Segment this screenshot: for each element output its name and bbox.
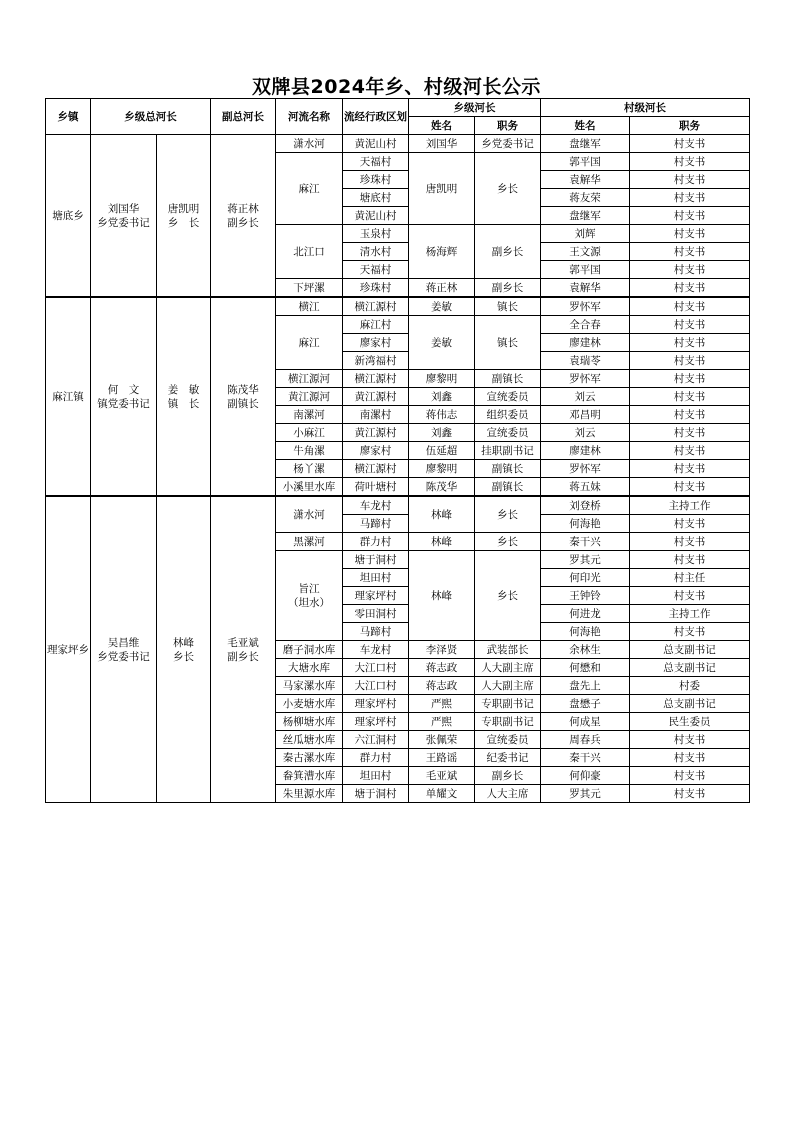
town-level-chief-position: 副镇长 <box>475 370 541 388</box>
river-name: 牛角漯 <box>293 444 325 457</box>
village-name: 珍珠村 <box>343 279 409 298</box>
town-chief-title: 乡党委书记 <box>97 650 150 663</box>
town-level-chief-position: 乡党委书记 <box>475 135 541 153</box>
village-name: 荷叶塘村 <box>343 478 409 497</box>
village-name: 大江口村 <box>343 677 409 695</box>
town-chief2-title: 镇 长 <box>167 397 200 410</box>
town-level-chief-name: 姜敏 <box>409 316 475 370</box>
town-level-chief-position: 纪委书记 <box>475 749 541 767</box>
deputy-chief-cell <box>211 297 276 496</box>
village-name: 大江口村 <box>343 659 409 677</box>
village-chief-name: 余林生 <box>541 641 630 659</box>
village-chief-name: 何印光 <box>541 569 630 587</box>
town-chief-name: 刘国华 <box>107 202 140 215</box>
village-chief-position: 村支书 <box>630 297 750 316</box>
river-name-cell <box>276 533 343 551</box>
village-name: 麻江村 <box>343 316 409 334</box>
deputy-chief-name: 蒋正林 <box>227 202 259 215</box>
town-chief-title: 乡党委书记 <box>97 216 150 229</box>
river-name-cell <box>276 767 343 785</box>
river-name: 南漯河 <box>293 408 325 421</box>
village-chief-name: 邓昌明 <box>541 406 630 424</box>
river-name: 秦古漯水库 <box>282 751 336 764</box>
page-title: 双牌县2024年乡、村级河长公示 <box>252 76 541 98</box>
town-level-chief-position: 专职副书记 <box>475 695 541 713</box>
village-chief-name: 罗其元 <box>541 785 630 803</box>
village-name: 黄泥山村 <box>343 135 409 153</box>
village-chief-position: 村支书 <box>630 424 750 442</box>
town-level-chief-name: 王路谣 <box>409 749 475 767</box>
town-level-chief-position: 宣统委员 <box>475 424 541 442</box>
town-chief2-title: 乡长 <box>173 650 194 663</box>
header-town-level: 乡级河长 <box>409 99 541 117</box>
header-name: 姓名 <box>541 117 630 135</box>
river-name: 小溪里水库 <box>282 480 336 493</box>
village-name: 车龙村 <box>343 641 409 659</box>
river-name-cell <box>276 478 343 497</box>
river-name-cell <box>276 695 343 713</box>
village-chief-position: 村支书 <box>630 749 750 767</box>
town-chief-title: 镇党委书记 <box>97 397 150 410</box>
village-chief-position: 村支书 <box>630 478 750 497</box>
village-chief-name: 罗怀军 <box>541 370 630 388</box>
village-name: 马蹄村 <box>343 515 409 533</box>
river-name-cell <box>276 370 343 388</box>
village-chief-position: 村支书 <box>630 551 750 569</box>
town-chief-cell <box>91 297 157 496</box>
town-chief2-cell <box>157 496 211 803</box>
header-river: 河流名称 <box>276 99 343 135</box>
river-name: （坦水） <box>288 596 330 609</box>
town-level-chief-name: 刘国华 <box>409 135 475 153</box>
village-chief-position: 村支书 <box>630 533 750 551</box>
village-chief-position: 村支书 <box>630 135 750 153</box>
village-chief-name: 何成星 <box>541 713 630 731</box>
town-chief-name: 吴昌维 <box>107 636 140 649</box>
village-chief-name: 盘懋子 <box>541 695 630 713</box>
town-name: 麻江镇 <box>46 297 91 496</box>
river-chief-table <box>45 98 750 803</box>
village-chief-name: 郭平国 <box>541 153 630 171</box>
town-level-chief-name: 唐凯明 <box>409 153 475 225</box>
deputy-chief-title: 副乡长 <box>227 216 259 229</box>
village-chief-name: 郭平国 <box>541 261 630 279</box>
table-row <box>46 297 750 316</box>
village-name: 清水村 <box>343 243 409 261</box>
village-chief-name: 王钟铃 <box>541 587 630 605</box>
village-chief-name: 刘云 <box>541 388 630 406</box>
village-name: 天福村 <box>343 153 409 171</box>
village-chief-position: 村支书 <box>630 153 750 171</box>
village-name: 南漯村 <box>343 406 409 424</box>
town-level-chief-position: 镇长 <box>475 297 541 316</box>
river-name-cell <box>276 785 343 803</box>
river-name-cell <box>276 551 343 641</box>
header-deputy-chief: 副总河长 <box>211 99 276 135</box>
town-level-chief-position: 副乡长 <box>475 225 541 279</box>
river-name: 黄江源河 <box>288 390 330 403</box>
village-name: 廖家村 <box>343 442 409 460</box>
river-name-cell <box>276 677 343 695</box>
town-level-chief-position: 副乡长 <box>475 279 541 298</box>
village-name: 天福村 <box>343 261 409 279</box>
town-level-chief-name: 陈茂华 <box>409 478 475 497</box>
village-chief-position: 村支书 <box>630 352 750 370</box>
town-level-chief-name: 严熙 <box>409 713 475 731</box>
town-level-chief-name: 李泽贤 <box>409 641 475 659</box>
town-level-chief-name: 林峰 <box>409 533 475 551</box>
river-name: 北江口 <box>293 245 325 258</box>
town-level-chief-name: 毛亚斌 <box>409 767 475 785</box>
village-chief-name: 袁解华 <box>541 279 630 298</box>
town-level-chief-name: 林峰 <box>409 551 475 641</box>
village-chief-name: 刘辉 <box>541 225 630 243</box>
header-village-admin: 流经行政区划 <box>343 99 409 135</box>
town-level-chief-name: 蒋志政 <box>409 677 475 695</box>
village-name: 黄泥山村 <box>343 207 409 225</box>
town-level-chief-position: 副镇长 <box>475 478 541 497</box>
town-level-chief-position: 人大主席 <box>475 785 541 803</box>
village-name: 群力村 <box>343 749 409 767</box>
river-name: 下坪漯 <box>293 281 325 294</box>
village-name: 黄江源村 <box>343 388 409 406</box>
village-chief-position: 民生委员 <box>630 713 750 731</box>
town-level-chief-name: 蒋伟志 <box>409 406 475 424</box>
river-name: 磨子洞水库 <box>282 643 336 656</box>
village-chief-position: 村支书 <box>630 279 750 298</box>
river-name: 马家漯水库 <box>282 679 336 692</box>
village-chief-position: 村委 <box>630 677 750 695</box>
village-chief-name: 王文源 <box>541 243 630 261</box>
village-chief-name: 秦干兴 <box>541 749 630 767</box>
village-chief-position: 村支书 <box>630 334 750 352</box>
town-level-chief-name: 杨海辉 <box>409 225 475 279</box>
river-name: 麻江 <box>298 336 320 349</box>
town-level-chief-name: 刘鑫 <box>409 388 475 406</box>
town-level-chief-name: 张佩荣 <box>409 731 475 749</box>
village-chief-name: 罗其元 <box>541 551 630 569</box>
town-level-chief-position: 副乡长 <box>475 767 541 785</box>
village-chief-position: 村支书 <box>630 189 750 207</box>
town-level-chief-position: 武装部长 <box>475 641 541 659</box>
village-name: 珍珠村 <box>343 171 409 189</box>
river-name: 小麦塘水库 <box>282 697 336 710</box>
river-name-cell <box>276 225 343 279</box>
town-level-chief-name: 廖黎明 <box>409 370 475 388</box>
town-level-chief-position: 副镇长 <box>475 460 541 478</box>
village-name: 塘底村 <box>343 189 409 207</box>
village-name: 新湾福村 <box>343 352 409 370</box>
village-name: 塘于洞村 <box>343 551 409 569</box>
deputy-chief-title: 副乡长 <box>227 650 259 663</box>
village-chief-name: 袁解华 <box>541 171 630 189</box>
village-name: 坦田村 <box>343 767 409 785</box>
village-name: 横江源村 <box>343 297 409 316</box>
river-name: 旨江 <box>298 582 320 595</box>
table-row <box>46 135 750 153</box>
village-chief-position: 村支书 <box>630 731 750 749</box>
village-name: 理家坪村 <box>343 713 409 731</box>
village-chief-name: 何进龙 <box>541 605 630 623</box>
river-name: 小麻江 <box>293 426 325 439</box>
town-level-chief-position: 乡长 <box>475 533 541 551</box>
town-chief-cell <box>91 135 157 298</box>
deputy-chief-name: 陈茂华 <box>227 383 259 396</box>
river-name: 潇水河 <box>293 137 325 150</box>
town-chief2-cell <box>157 297 211 496</box>
town-level-chief-position: 乡长 <box>475 496 541 533</box>
town-level-chief-name: 廖黎明 <box>409 460 475 478</box>
town-level-chief-position: 乡长 <box>475 153 541 225</box>
header-town-chief: 乡级总河长 <box>91 99 211 135</box>
village-chief-name: 蒋五妹 <box>541 478 630 497</box>
village-chief-position: 村支书 <box>630 171 750 189</box>
town-level-chief-name: 林峰 <box>409 496 475 533</box>
village-chief-position: 村支书 <box>630 370 750 388</box>
village-name: 车龙村 <box>343 496 409 515</box>
village-chief-name: 周春兵 <box>541 731 630 749</box>
village-name: 塘于洞村 <box>343 785 409 803</box>
river-name-cell <box>276 388 343 406</box>
village-chief-name: 何仰豪 <box>541 767 630 785</box>
village-chief-name: 何懋和 <box>541 659 630 677</box>
town-name: 塘底乡 <box>46 135 91 298</box>
village-name: 横江源村 <box>343 460 409 478</box>
river-name-cell <box>276 135 343 153</box>
village-chief-name: 罗怀军 <box>541 460 630 478</box>
river-name: 杨丫漯 <box>293 462 325 475</box>
village-chief-position: 村支书 <box>630 623 750 641</box>
village-chief-name: 廖建林 <box>541 442 630 460</box>
village-chief-name: 袁瑞苓 <box>541 352 630 370</box>
village-name: 玉泉村 <box>343 225 409 243</box>
river-name-cell <box>276 406 343 424</box>
village-chief-position: 村支书 <box>630 243 750 261</box>
village-chief-position: 村支书 <box>630 225 750 243</box>
village-chief-position: 村支书 <box>630 316 750 334</box>
town-level-chief-name: 单耀文 <box>409 785 475 803</box>
town-chief2-name: 唐凯明 <box>167 202 200 215</box>
river-name-cell <box>276 460 343 478</box>
header-town: 乡镇 <box>46 99 91 135</box>
village-name: 廖家村 <box>343 334 409 352</box>
river-name: 横江源河 <box>288 372 330 385</box>
deputy-chief-title: 副镇长 <box>227 397 259 410</box>
village-name: 横江源村 <box>343 370 409 388</box>
village-name: 马蹄村 <box>343 623 409 641</box>
town-chief2-name: 林峰 <box>173 636 194 649</box>
town-chief-cell <box>91 496 157 803</box>
village-chief-position: 总支副书记 <box>630 659 750 677</box>
village-chief-name: 蒋友荣 <box>541 189 630 207</box>
town-level-chief-position: 镇长 <box>475 316 541 370</box>
river-name-cell <box>276 279 343 298</box>
village-chief-position: 村支书 <box>630 767 750 785</box>
header-position: 职务 <box>475 117 541 135</box>
river-name: 麻江 <box>298 182 320 195</box>
town-chief2-name: 姜 敏 <box>167 383 200 396</box>
village-chief-position: 主持工作 <box>630 496 750 515</box>
village-chief-position: 主持工作 <box>630 605 750 623</box>
town-level-chief-position: 宣统委员 <box>475 388 541 406</box>
town-chief-name: 何 文 <box>107 383 140 396</box>
deputy-chief-cell <box>211 135 276 298</box>
town-level-chief-name: 严熙 <box>409 695 475 713</box>
river-name: 畚箕漕水库 <box>282 769 336 782</box>
village-chief-name: 廖建林 <box>541 334 630 352</box>
village-name: 黄江源村 <box>343 424 409 442</box>
village-chief-position: 村支书 <box>630 207 750 225</box>
village-chief-position: 村支书 <box>630 515 750 533</box>
header-village-level: 村级河长 <box>541 99 750 117</box>
town-level-chief-position: 人大副主席 <box>475 659 541 677</box>
header-name: 姓名 <box>409 117 475 135</box>
river-name-cell <box>276 442 343 460</box>
village-chief-position: 村支书 <box>630 442 750 460</box>
town-level-chief-name: 蒋志政 <box>409 659 475 677</box>
town-level-chief-position: 乡长 <box>475 551 541 641</box>
village-name: 群力村 <box>343 533 409 551</box>
header-position: 职务 <box>630 117 750 135</box>
town-level-chief-name: 伍延超 <box>409 442 475 460</box>
table-row <box>46 496 750 515</box>
village-chief-name: 盘继军 <box>541 135 630 153</box>
village-chief-name: 盘继军 <box>541 207 630 225</box>
village-chief-name: 刘登桥 <box>541 496 630 515</box>
village-chief-name: 盘先上 <box>541 677 630 695</box>
river-name: 大塘水库 <box>288 661 330 674</box>
town-name: 理家坪乡 <box>46 496 91 803</box>
village-chief-name: 秦干兴 <box>541 533 630 551</box>
village-chief-name: 罗怀军 <box>541 297 630 316</box>
town-level-chief-name: 蒋正林 <box>409 279 475 298</box>
village-name: 六江洞村 <box>343 731 409 749</box>
village-name: 理家坪村 <box>343 587 409 605</box>
village-chief-name: 刘云 <box>541 424 630 442</box>
village-chief-position: 村支书 <box>630 388 750 406</box>
river-name-cell <box>276 731 343 749</box>
deputy-chief-name: 毛亚斌 <box>227 636 259 649</box>
river-name-cell <box>276 297 343 316</box>
deputy-chief-cell <box>211 496 276 803</box>
river-name: 横江 <box>298 300 320 313</box>
town-chief2-title: 乡 长 <box>167 216 200 229</box>
village-chief-position: 总支副书记 <box>630 695 750 713</box>
village-chief-name: 全合春 <box>541 316 630 334</box>
village-chief-position: 总支副书记 <box>630 641 750 659</box>
village-chief-position: 村支书 <box>630 785 750 803</box>
town-level-chief-position: 挂职副书记 <box>475 442 541 460</box>
river-name: 丝瓜塘水库 <box>282 733 336 746</box>
river-name-cell <box>276 424 343 442</box>
village-chief-position: 村主任 <box>630 569 750 587</box>
village-chief-position: 村支书 <box>630 261 750 279</box>
town-level-chief-position: 人大副主席 <box>475 677 541 695</box>
village-chief-name: 何海艳 <box>541 623 630 641</box>
river-name-cell <box>276 713 343 731</box>
river-name: 黑漯河 <box>293 535 325 548</box>
town-chief2-cell <box>157 135 211 298</box>
river-name-cell <box>276 496 343 533</box>
village-chief-position: 村支书 <box>630 460 750 478</box>
river-name: 杨柳塘水库 <box>282 715 336 728</box>
town-level-chief-name: 刘鑫 <box>409 424 475 442</box>
village-chief-position: 村支书 <box>630 406 750 424</box>
river-name-cell <box>276 749 343 767</box>
town-level-chief-position: 组织委员 <box>475 406 541 424</box>
river-name-cell <box>276 153 343 225</box>
village-name: 理家坪村 <box>343 695 409 713</box>
river-name: 朱里源水库 <box>282 787 336 800</box>
river-name-cell <box>276 641 343 659</box>
town-level-chief-position: 宣统委员 <box>475 731 541 749</box>
village-name: 坦田村 <box>343 569 409 587</box>
river-name-cell <box>276 659 343 677</box>
river-name: 潇水河 <box>293 508 325 521</box>
town-level-chief-position: 专职副书记 <box>475 713 541 731</box>
village-name: 零田洞村 <box>343 605 409 623</box>
village-chief-position: 村支书 <box>630 587 750 605</box>
village-chief-name: 何海艳 <box>541 515 630 533</box>
town-level-chief-name: 姜敏 <box>409 297 475 316</box>
river-name-cell <box>276 316 343 370</box>
